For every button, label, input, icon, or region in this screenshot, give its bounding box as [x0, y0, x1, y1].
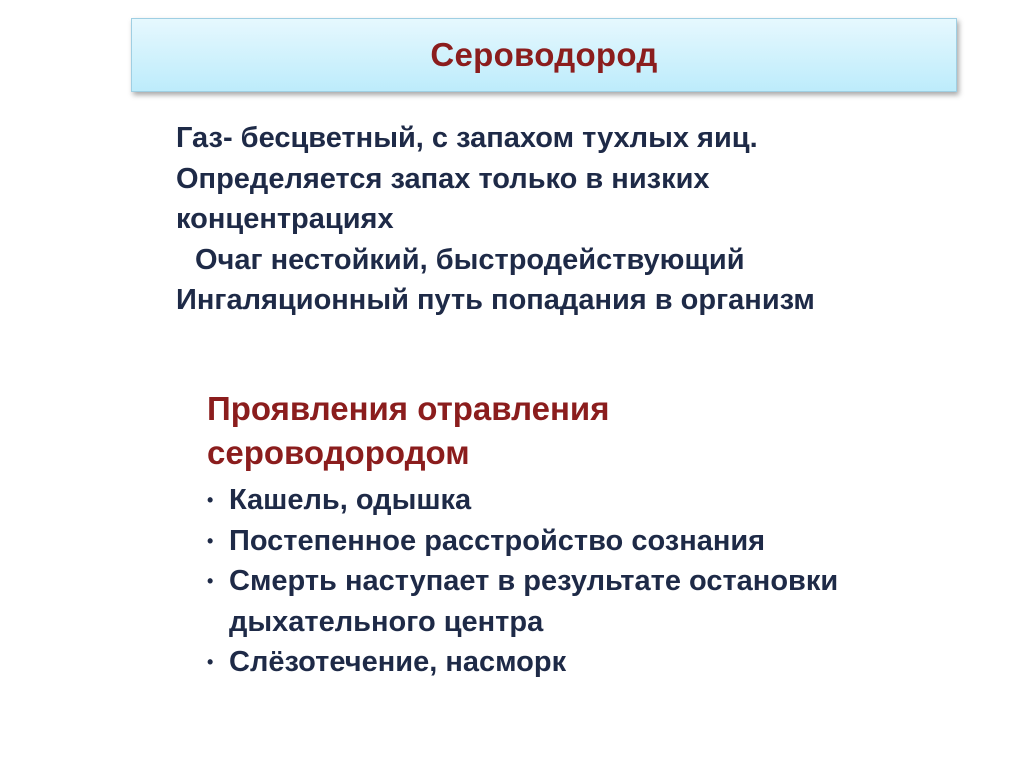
intro-line: Ингаляционный путь попадания в организм — [176, 284, 815, 316]
list-item — [207, 521, 997, 562]
intro-text — [176, 118, 976, 321]
bullet-icon: • — [207, 490, 214, 510]
symptoms-heading-line: сероводородом — [207, 434, 470, 471]
symptoms-heading — [207, 387, 609, 475]
intro-line: Очаг нестойкий, быстродействующий — [195, 243, 745, 276]
list-item-text: Слёзотечение, насморк — [229, 646, 567, 678]
slide-title: Сероводород — [430, 36, 658, 73]
bullet-icon: • — [207, 571, 214, 591]
intro-line: Газ- бесцветный, с запахом тухлых яиц. — [176, 122, 758, 154]
list-item-text: Постепенное расстройство сознания — [229, 524, 766, 557]
bullet-icon: • — [207, 530, 214, 551]
list-item — [207, 642, 997, 683]
list-item — [207, 480, 997, 521]
symptoms-heading-line: Проявления отравления — [207, 390, 610, 427]
list-item — [207, 561, 997, 642]
intro-line: концентрациях — [176, 203, 394, 235]
title-box — [131, 18, 957, 92]
list-item-text: Кашель, одышка — [229, 484, 472, 516]
bullet-icon: • — [207, 652, 214, 672]
symptoms-list — [207, 480, 997, 683]
list-item-text: Смерть наступает в результате остановки дыхательного центра — [229, 565, 839, 638]
intro-line: Определяется запах только в низких — [176, 162, 710, 195]
